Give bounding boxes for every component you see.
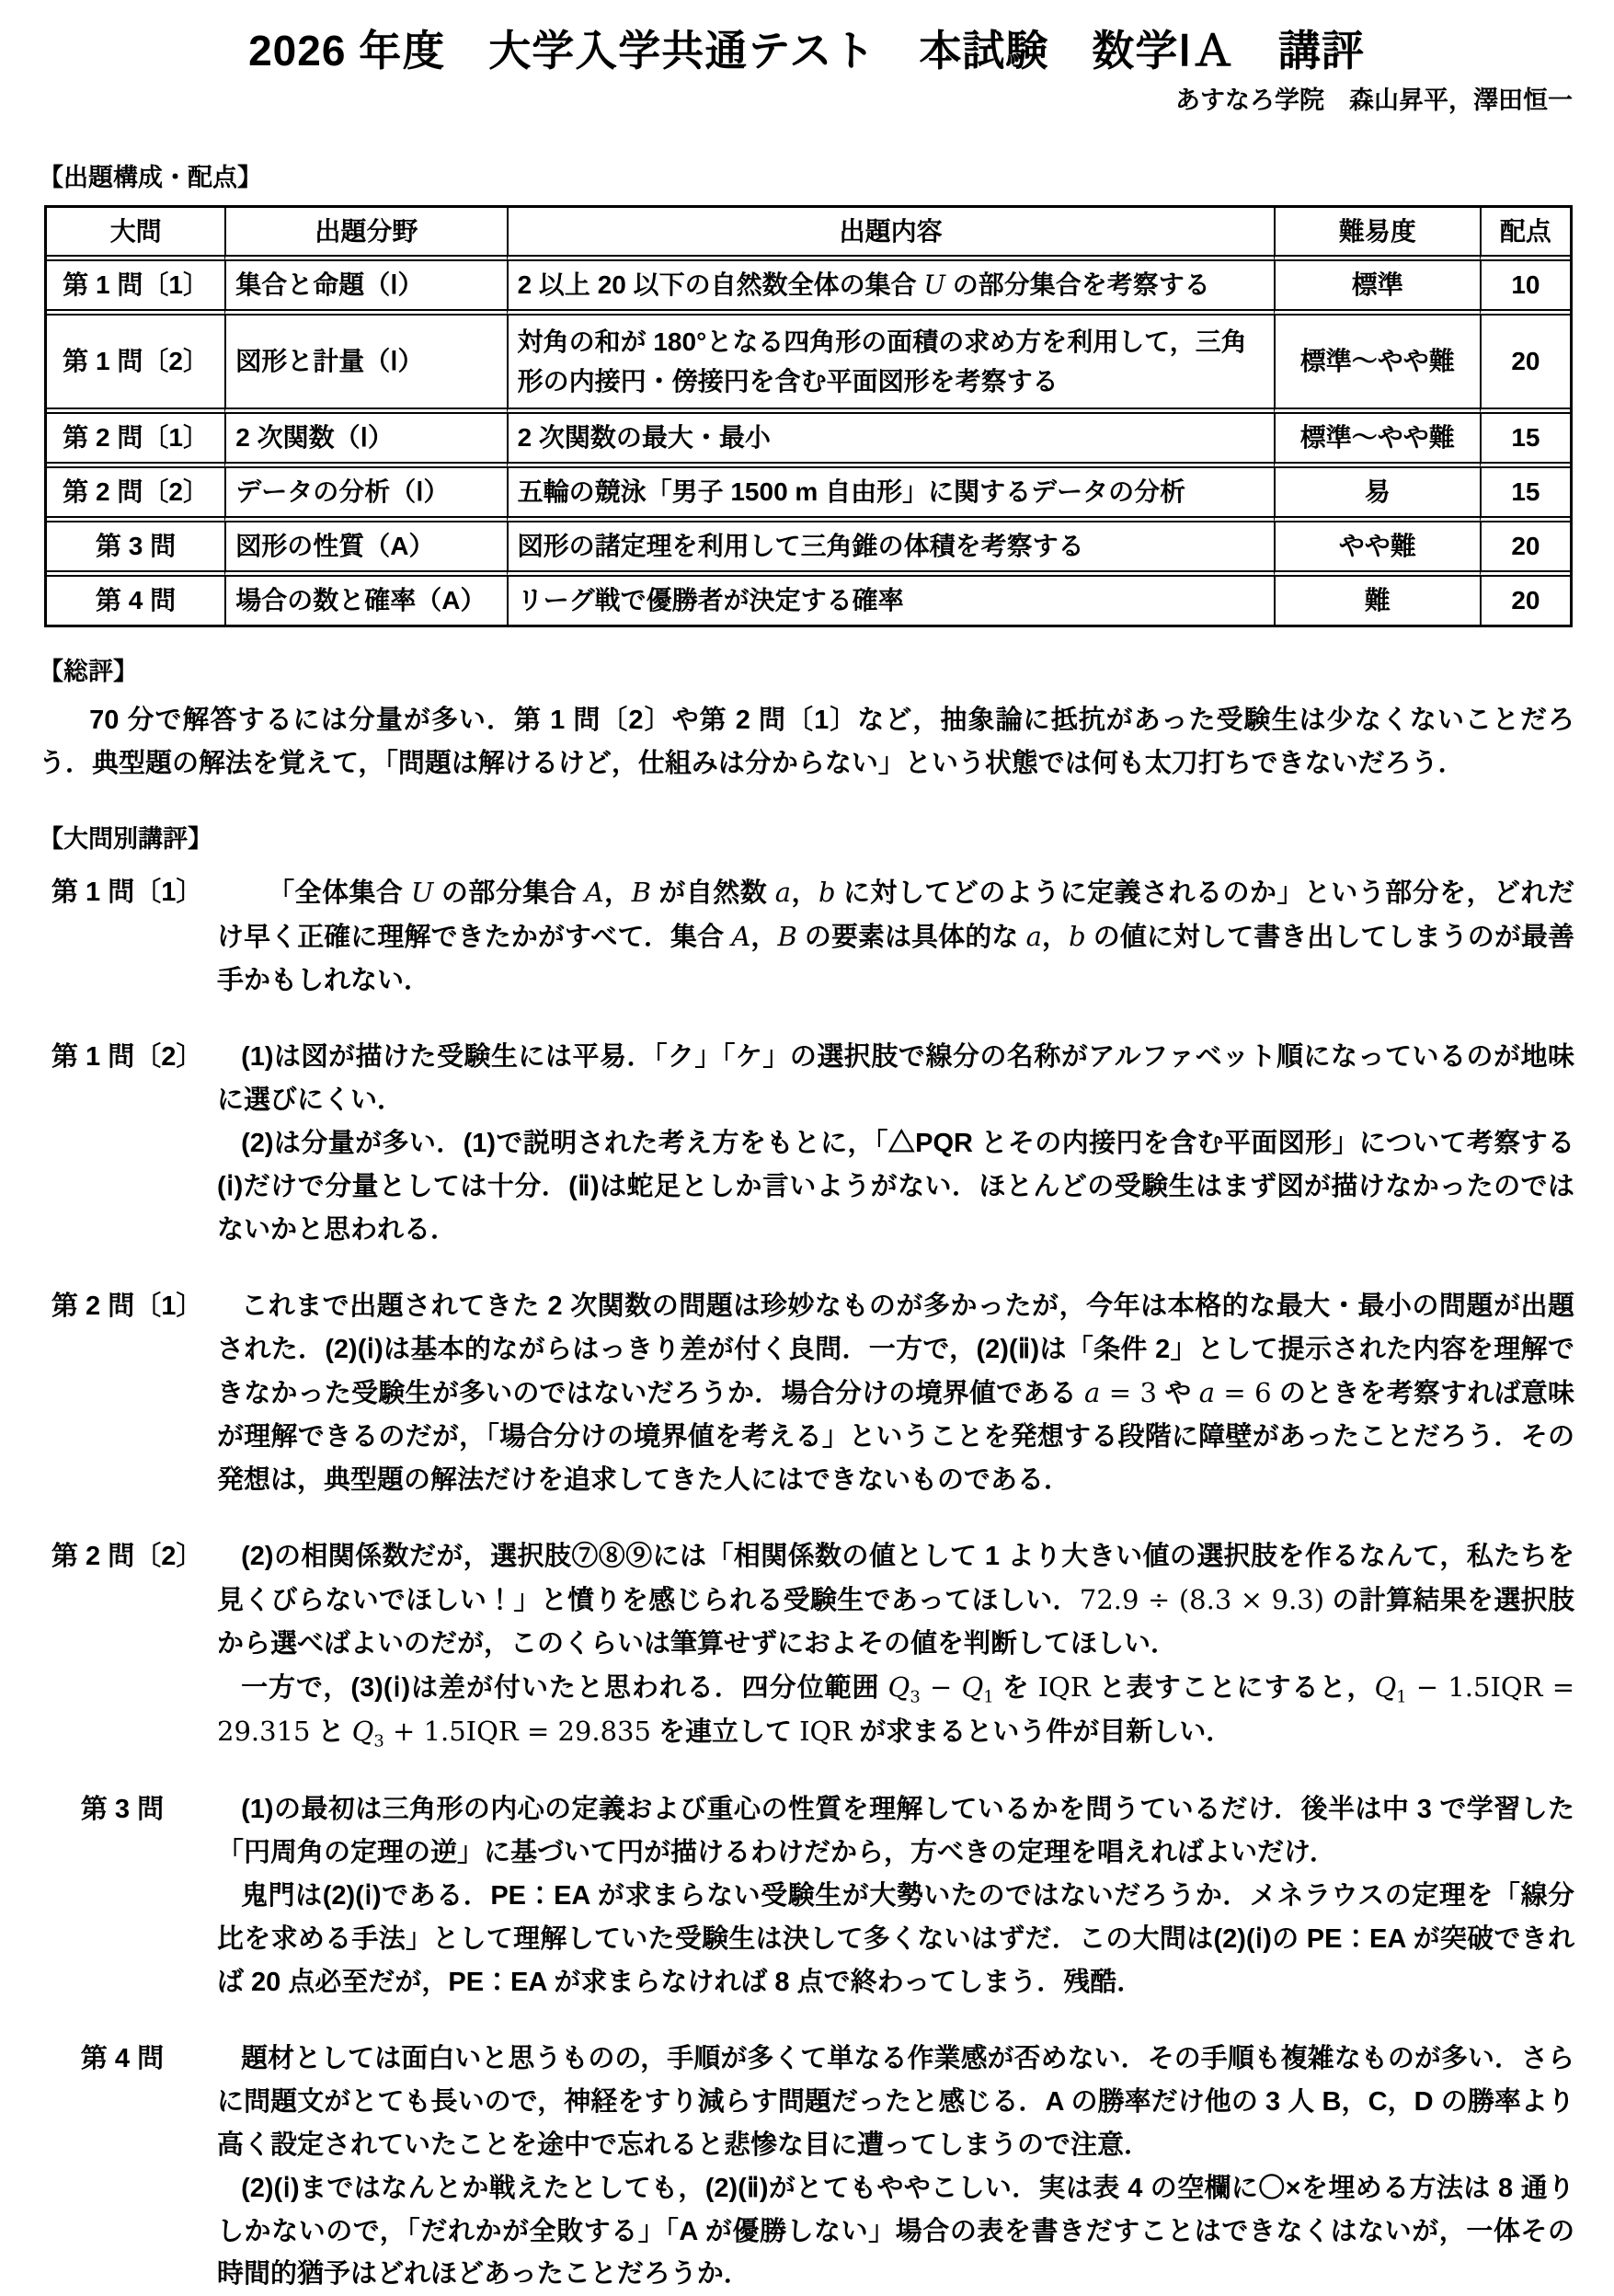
text-run: IQR [799, 1716, 853, 1748]
section-paragraph [217, 1788, 1574, 1875]
text-run: (2)の相関係数だが，選択肢⑦⑧⑨には「相関係数の値として 1 より大きい値の選択肢を作るなんて，私たちを見くびらないでほしい！」と憤りを感じられる受験生であってほしい． [217, 1542, 1574, 1616]
text-run: A [584, 877, 604, 909]
points-cell: 15 [1480, 414, 1570, 468]
text-run: を連立して [650, 1717, 800, 1748]
text-run: を [993, 1672, 1038, 1703]
text-run: の値に対して書き出してしまうのが最善手かもしれない． [217, 923, 1574, 996]
text-run: に対してどのように定義されるのか」という部分を，どれだけ早く正確に理解できたかがすべて．集合 [217, 878, 1574, 953]
section-label: 第 2 問〔2〕 [52, 1542, 203, 1572]
text-run: 1 [983, 1687, 994, 1707]
text-run: + 1.5IQR = 29.835 [383, 1716, 651, 1748]
text-run: B [777, 921, 797, 953]
difficulty-cell: 標準〜やや難 [1274, 414, 1480, 468]
text-run: U [923, 270, 946, 301]
points-cell: 20 [1480, 522, 1570, 577]
difficulty-cell: 易 [1274, 468, 1480, 522]
points-cell: 20 [1480, 577, 1570, 625]
text-run: の要素は具体的な [796, 923, 1026, 953]
text-run: が自然数 [650, 878, 775, 909]
section-paragraph [217, 2038, 1574, 2167]
text-run: ， [603, 878, 632, 909]
text-run: が求まるという件が目新しい． [852, 1717, 1233, 1748]
question-cell: 第 4 問 [96, 586, 177, 615]
text-run: と表すことにすると， [1090, 1672, 1375, 1703]
text-run: 題材としては面白いと思うものの，手順が多くて単なる作業感が否めない．その手順も複雑なものが多い．さらに問題文がとても長いので，神経をすり減らす問題だったと感じる．A の勝率だけ他の 3 人 B，C，D の勝率より高く設定されていたことを途中で忘れると悲惨な目に遭ってしまうので注意． [217, 2043, 1574, 2160]
text-run: (2)(ⅰ)まではなんとか戦えたとしても，(2)(ⅱ)がとてもややこしい．実は表 4 の空欄に〇×を埋める方法は 8 通りしかないので，「だれかが全敗する」「A が優勝しない」場合の表を書きだすことはできなくはないが，一体その時間的猶予はどれほどあったことだろうか． [217, 2173, 1574, 2290]
text-run: a [774, 877, 792, 909]
header-question: 大問 [47, 208, 224, 261]
text-run: A [731, 921, 751, 953]
section-body [206, 1788, 1574, 2004]
header-content: 出題内容 [507, 208, 1274, 261]
question-cell: 第 3 問 [47, 522, 224, 577]
text-run: = 3 [1100, 1377, 1157, 1409]
text-run: 図形の諸定理を利用して三角錐の体積を考察する [517, 532, 1084, 561]
question-cell: 第 1 問〔1〕 [47, 261, 224, 316]
section-paragraph [217, 1122, 1574, 1252]
points-cell: 15 [1480, 468, 1570, 522]
table-header-row [47, 208, 1570, 261]
section-paragraph [217, 1036, 1574, 1122]
section-label: 第 3 問 [80, 1794, 165, 1824]
text-run: IQR [1037, 1670, 1091, 1703]
field-cell: 図形と計量（Ⅰ） [224, 316, 506, 414]
text-run: 「全体集合 [268, 878, 411, 909]
text-run: Q [961, 1670, 984, 1703]
content-cell [507, 261, 1274, 316]
section-q3 [39, 1788, 1574, 2004]
content-cell [507, 522, 1274, 577]
text-run: − 1.5IQR = 29.315 [217, 1670, 1574, 1748]
text-run: a [1084, 1377, 1101, 1409]
question-cell: 第 2 問〔2〕 [47, 468, 224, 522]
text-run: ， [791, 878, 818, 909]
text-run: の計算結果を選択肢から選べばよいのだが，このくらいは筆算せずにおよその値を判断してほしい． [217, 1586, 1574, 1659]
section-label: 第 2 問〔1〕 [52, 1292, 203, 1322]
text-run: の部分集合 [433, 878, 585, 909]
section-body [206, 1285, 1574, 1502]
text-run: 3 [373, 1731, 384, 1751]
question-cell: 第 2 問〔1〕 [47, 414, 224, 468]
section-label: 第 4 問 [80, 2043, 165, 2073]
text-run: Q [351, 1716, 374, 1748]
section-paragraph [217, 1285, 1574, 1502]
header-points: 配点 [1480, 208, 1570, 261]
section-body [206, 1036, 1574, 1252]
table-row [47, 577, 1570, 625]
section-label: 第 1 問〔2〕 [52, 1042, 203, 1073]
content-cell [507, 414, 1274, 468]
structure-heading: 【出題構成・配点】 [39, 163, 262, 191]
section-paragraph [217, 2167, 1574, 2296]
table-row [47, 316, 1570, 414]
section-label: 第 1 問〔1〕 [52, 878, 203, 908]
text-run: ， [750, 923, 778, 953]
section-q2-1 [39, 1285, 1574, 1502]
points-cell: 10 [1480, 261, 1570, 316]
text-run: a [1198, 1377, 1215, 1409]
section-q2-2 [39, 1535, 1574, 1755]
text-run: と [310, 1717, 352, 1748]
difficulty-cell: 標準 [1274, 261, 1480, 316]
section-q1-2 [39, 1036, 1574, 1252]
section-body [206, 871, 1574, 1003]
text-run: 対角の和が 180°となる四角形の面積の求め方を利用して，三角形の内接円・傍接円を含む平面図形を考察する [517, 327, 1247, 396]
text-run: Q [1374, 1670, 1397, 1703]
question-cell: 第 1 問〔2〕 [47, 316, 224, 414]
section-body [206, 1535, 1574, 1755]
content-cell [507, 468, 1274, 522]
text-run: 鬼門は(2)(ⅰ)である．PE：EA が求まらない受験生が大勢いたのではないだろうか．メネラウスの定理を「線分比を求める手法」として理解していた受験生は決して多くないはずだ．この大問は(2)(ⅰ)の PE：EA が突破できれば 20 点必至だが，PE：EA が求まらなければ 8 点で終わってしまう．残酷． [217, 1880, 1574, 1997]
section-paragraph [217, 871, 1574, 1003]
text-run: = 6 [1215, 1377, 1272, 1409]
byline: あすなろ学院 森山昇平，澤田恒一 [1175, 86, 1573, 114]
text-run: や [1156, 1379, 1199, 1409]
table-row [47, 468, 1570, 522]
text-run: 一方で，(3)(ⅰ)は差が付いたと思われる．四分位範囲 [241, 1672, 888, 1703]
table-row [47, 261, 1570, 316]
overall-heading: 【総評】 [39, 658, 138, 686]
text-run: − [920, 1670, 962, 1703]
text-run: Q [887, 1670, 910, 1703]
text-run: リーグ戦で優勝者が決定する確率 [517, 586, 904, 615]
text-run: U [410, 877, 434, 909]
text-run: 3 [910, 1687, 921, 1707]
text-run: のときを考察すれば意味が理解できるのだが，「場合分けの境界値を考える」ということを発想する段階に障壁があったことだろう．その発想は，典型題の解法だけを追求してきた人にはできないものである． [217, 1379, 1574, 1496]
text-run: 2 次関数の最大・最小 [517, 423, 771, 453]
table-row [47, 414, 1570, 468]
field-cell: 場合の数と確率（A） [224, 577, 506, 625]
text-run: 70 分で解答するには分量が多い．第 1 問〔2〕や第 2 問〔1〕など，抽象論に抵抗があった受験生は少なくないことだろう．典型題の解法を覚えて，「問題は解けるけど，仕組みは分からない」という状態では何も太刀打ちできないだろう． [39, 705, 1574, 778]
content-cell [507, 316, 1274, 414]
text-run: b [818, 877, 836, 909]
field-cell: 図形の性質（A） [224, 522, 506, 577]
text-run: (1)は図が描けた受験生には平易．「ク」「ケ」の選択肢で線分の名称がアルファベット順になっているのが地味に選びにくい． [217, 1042, 1574, 1116]
difficulty-cell: 標準〜やや難 [1274, 316, 1480, 414]
field-cell: 2 次関数（Ⅰ） [224, 414, 506, 468]
section-q1-1 [39, 871, 1574, 1003]
difficulty-cell: 難 [1274, 577, 1480, 625]
exam-structure-table [44, 205, 1573, 627]
difficulty-cell: やや難 [1274, 522, 1480, 577]
text-run: 2 以上 20 以下の自然数全体の集合 [517, 270, 924, 300]
text-run: の部分集合を考察する [945, 270, 1210, 300]
section-q4 [39, 2038, 1574, 2296]
text-run: 五輪の競泳「男子 1500 m 自由形」に関するデータの分析 [517, 477, 1186, 507]
section-paragraph [217, 1666, 1574, 1755]
section-paragraph [217, 1535, 1574, 1666]
header-field: 出題分野 [224, 208, 506, 261]
content-cell [507, 577, 1274, 625]
section-body [206, 2038, 1574, 2296]
text-run: これまで出題されてきた 2 次関数の問題は珍妙なものが多かったが，今年は本格的な最大・最小の問題が出題された．(2)(ⅰ)は基本的ながらはっきり差が付く良問．一方で，(2)(ⅱ)は「条件 2」として提示された内容を理解できなかった受験生が多いのではないだろうか．場合分けの境界値である [217, 1292, 1574, 1409]
commentary-heading: 【大問別講評】 [39, 824, 212, 853]
field-cell: 集合と命題（Ⅰ） [224, 261, 506, 316]
text-run: (1)の最初は三角形の内心の定義および重心の性質を理解しているかを問うているだけ．後半は中 3 で学習した「円周角の定理の逆」に基づいて円が描けるわけだから，方べきの定理を唱えればよいだけ． [217, 1794, 1574, 1867]
points-cell: 20 [1480, 316, 1570, 414]
overall-paragraph [39, 699, 1574, 786]
header-difficulty: 難易度 [1274, 208, 1480, 261]
text-run: B [631, 877, 651, 909]
table-row [47, 522, 1570, 577]
section-paragraph [217, 1875, 1574, 2004]
field-cell: データの分析（Ⅰ） [224, 468, 506, 522]
text-run: b [1069, 921, 1086, 953]
page-title: 2026 年度 大学入学共通テスト 本試験 数学ⅠＡ 講評 [248, 27, 1365, 75]
text-run: 72.9 ÷ (8.3 × 9.3) [1079, 1584, 1325, 1616]
text-run: (2)は分量が多い．(1)で説明された考え方をもとに，「△PQR とその内接円を含む平面図形」について考察する(ⅰ)だけで分量としては十分．(ⅱ)は蛇足としか言いようがない．ほとんどの受験生はまず図が描けなかったのではないかと思われる． [217, 1129, 1574, 1246]
text-run: a [1025, 921, 1042, 953]
text-run: ， [1041, 923, 1070, 953]
text-run: 1 [1396, 1687, 1407, 1707]
